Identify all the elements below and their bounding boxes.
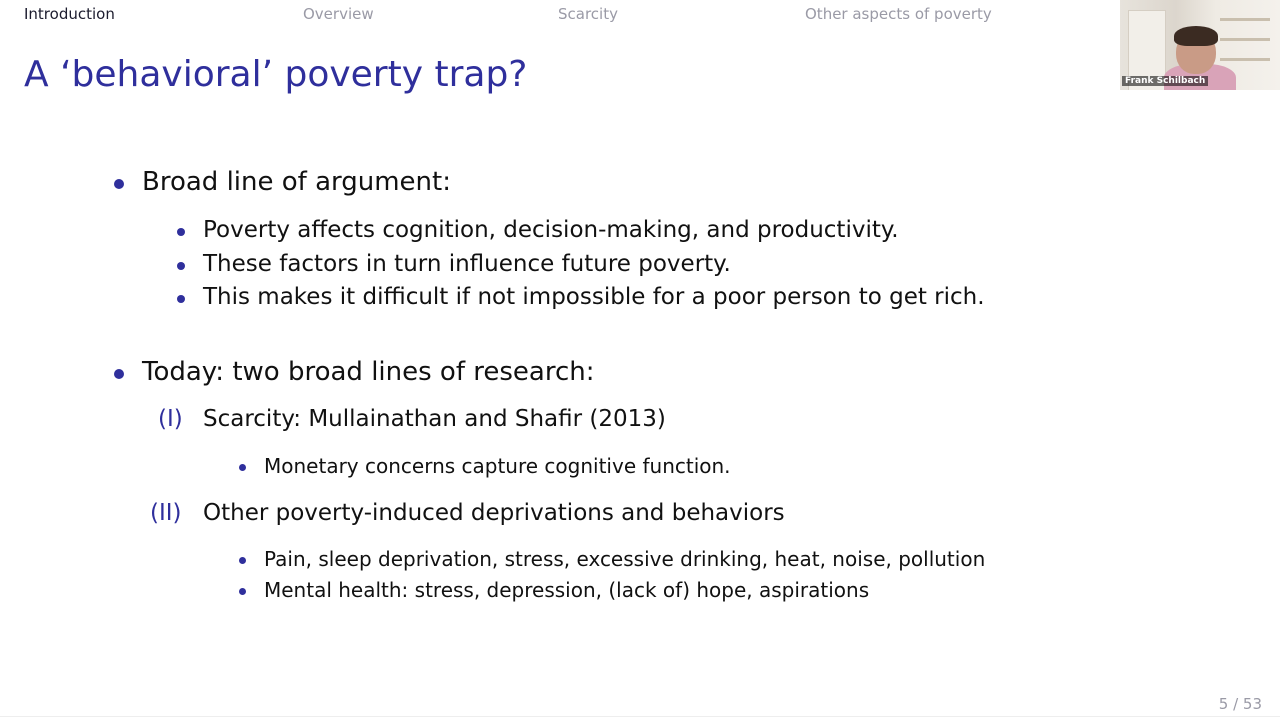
nav-scarcity[interactable]: Scarcity — [558, 5, 618, 23]
research-line-deprivations: Other poverty-induced deprivations and behaviors — [203, 500, 785, 526]
bottom-divider — [0, 716, 1280, 717]
participant-video[interactable] — [1120, 0, 1280, 90]
participant-name-label: Frank Schilbach — [1122, 76, 1208, 86]
participant-hair — [1174, 26, 1218, 46]
sub-bullet: Poverty affects cognition, decision-making, and productivity. — [203, 217, 899, 243]
page-number: 5 / 53 — [1218, 695, 1262, 713]
bullet-research: Today: two broad lines of research: — [142, 357, 595, 387]
section-navigation — [0, 0, 1120, 28]
sub-sub-bullet: Monetary concerns capture cognitive function. — [264, 454, 731, 478]
bullet-dot — [114, 179, 124, 189]
sub-bullet: This makes it difficult if not impossible for a poor person to get rich. — [203, 284, 985, 310]
slide-title: A ‘behavioral’ poverty trap? — [24, 54, 528, 95]
bullet-dot — [239, 588, 246, 595]
nav-introduction[interactable]: Introduction — [24, 5, 115, 23]
bullet-dot — [114, 369, 124, 379]
sub-sub-bullet: Mental health: stress, depression, (lack of) hope, aspirations — [264, 578, 870, 602]
bullet-dot — [177, 295, 185, 303]
nav-overview[interactable]: Overview — [303, 5, 374, 23]
video-background-shelf — [1220, 58, 1270, 61]
bullet-argument: Broad line of argument: — [142, 167, 451, 197]
enum-marker-1: (I) — [158, 406, 183, 432]
bullet-dot — [177, 262, 185, 270]
enum-marker-2: (II) — [150, 500, 182, 526]
bullet-dot — [239, 464, 246, 471]
sub-bullet: These factors in turn influence future poverty. — [203, 251, 731, 277]
sub-sub-bullet: Pain, sleep deprivation, stress, excessive drinking, heat, noise, pollution — [264, 547, 986, 571]
nav-other-aspects[interactable]: Other aspects of poverty — [805, 5, 992, 23]
video-background-shelf — [1220, 18, 1270, 21]
bullet-dot — [239, 557, 246, 564]
bullet-dot — [177, 228, 185, 236]
research-line-scarcity: Scarcity: Mullainathan and Shafir (2013) — [203, 406, 666, 432]
video-background-shelf — [1220, 38, 1270, 41]
